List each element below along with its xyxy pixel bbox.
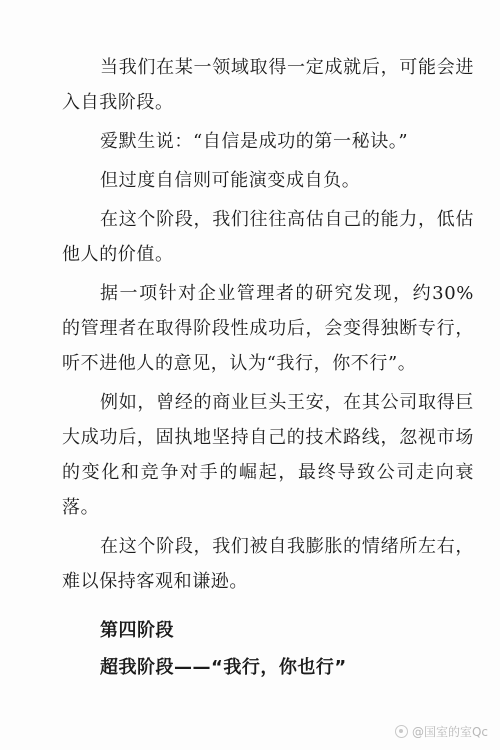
paragraph: 据一项针对企业管理者的研究发现，约30%的管理者在取得阶段性成功后，会变得独断专行，听不进他人的意见，认为“我行，你不行”。	[62, 283, 474, 374]
watermark-logo-icon	[395, 725, 408, 738]
watermark-text: @国室的室Qc	[411, 725, 488, 739]
paragraph: 当我们在某一领域取得一定成就后，可能会进入自我阶段。	[62, 57, 474, 113]
section-title: 超我阶段——“我行，你也行”	[100, 657, 347, 678]
watermark	[395, 723, 488, 740]
paragraph: 但过度自信则可能演变成自负。	[100, 170, 361, 191]
paragraph: 在这个阶段，我们往往高估自己的能力，低估他人的价值。	[62, 209, 474, 265]
paragraph: 在这个阶段，我们被自我膨胀的情绪所左右，难以保持客观和谦逊。	[62, 536, 474, 592]
section-label: 第四阶段	[100, 620, 174, 641]
paragraph: 例如，曾经的商业巨头王安，在其公司取得巨大成功后，固执地坚持自己的技术路线，忽视市场的变化和竞争对手的崛起，最终导致公司走向衰落。	[62, 392, 474, 518]
body-text	[62, 50, 474, 603]
paragraph: 爱默生说：“自信是成功的第一秘诀。”	[100, 131, 409, 152]
section-heading	[100, 618, 460, 681]
